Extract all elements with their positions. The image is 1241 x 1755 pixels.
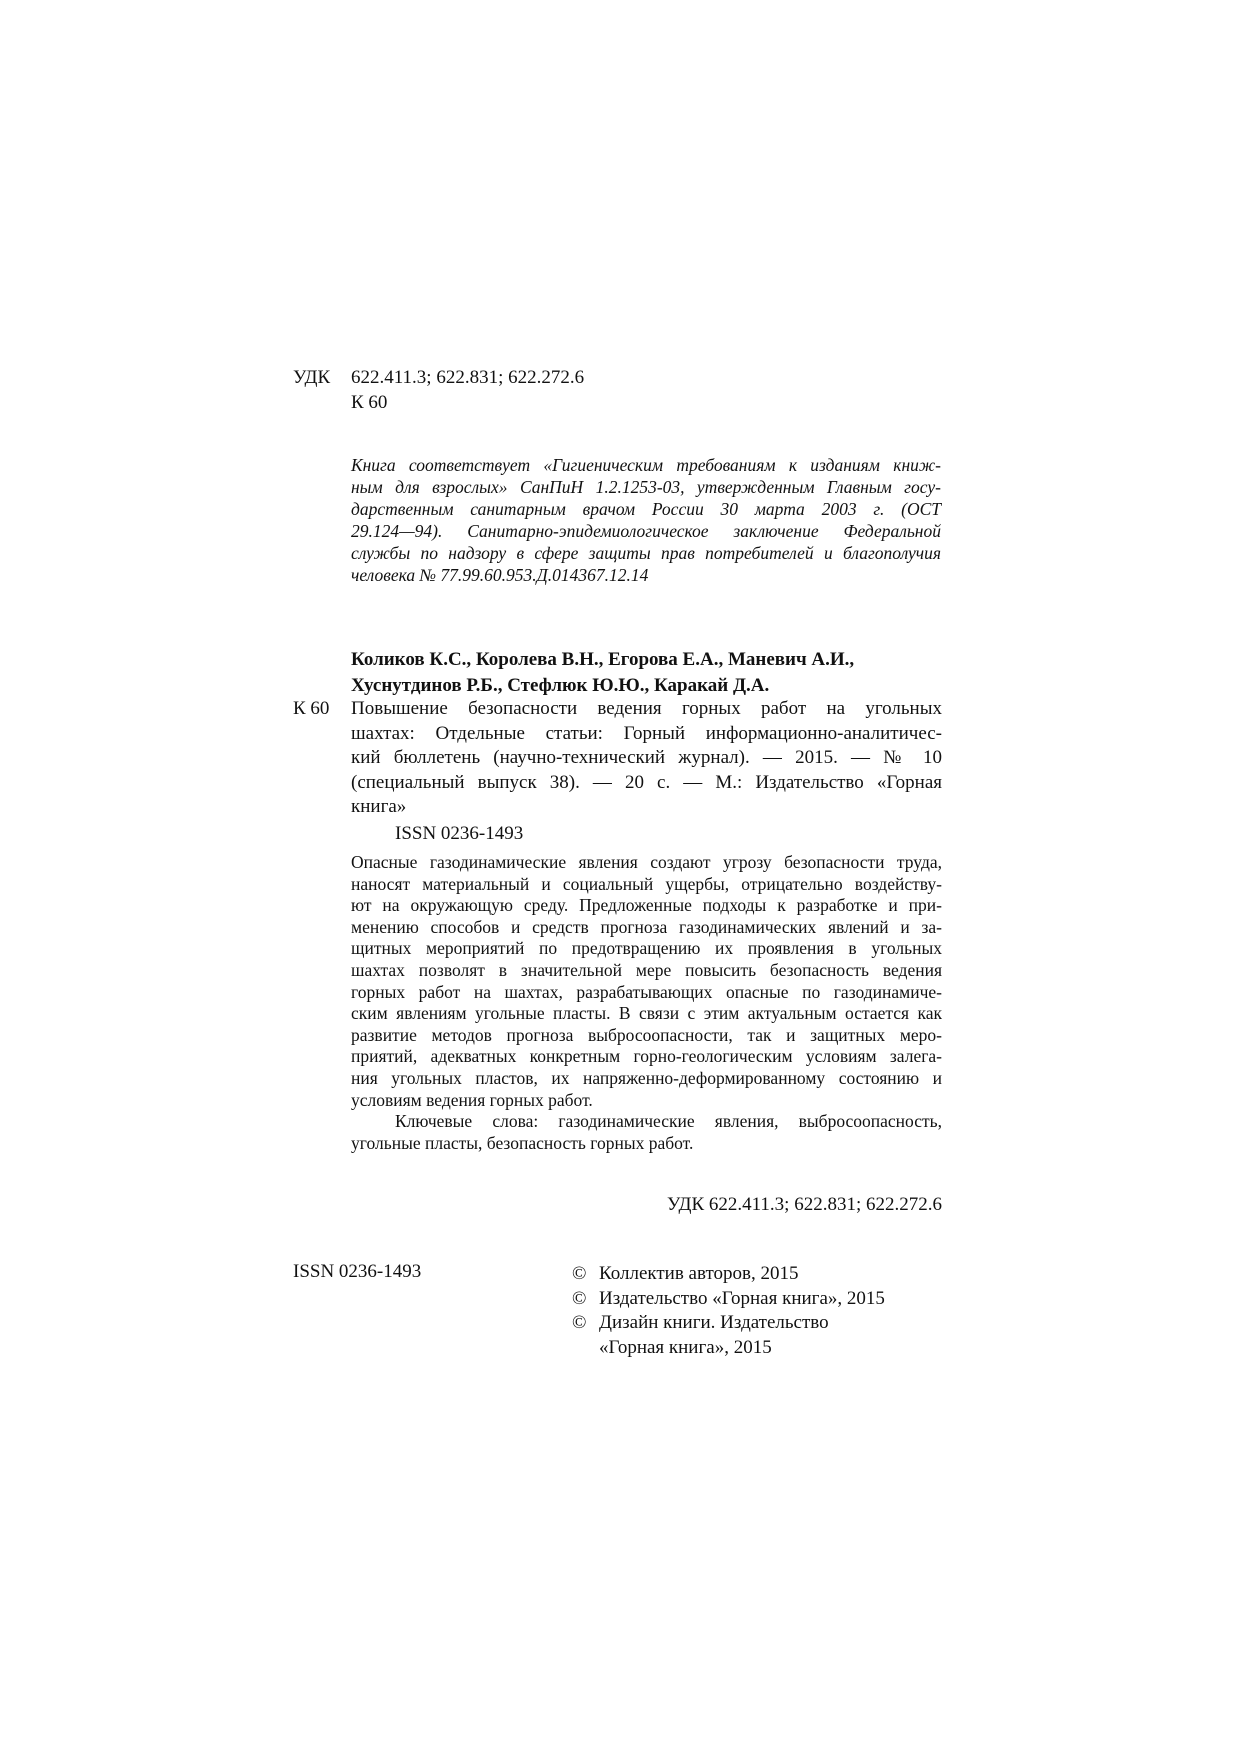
copyright-text: Издательство «Горная книга», 2015 xyxy=(599,1287,885,1309)
udk-codes: 622.411.3; 622.831; 622.272.6 xyxy=(351,367,585,388)
copyright-continuation: «Горная книга», 2015 xyxy=(599,1337,772,1359)
copyright-item xyxy=(572,1262,885,1287)
authors-line: Коликов К.С., Королева В.Н., Егорова Е.А., Маневич А.И., xyxy=(351,649,855,670)
compliance-line: человека № 77.99.60.953.Д.014367.12.14 xyxy=(351,565,649,585)
biblio-line: книга» xyxy=(351,796,407,817)
abstract xyxy=(351,852,942,1154)
abstract-line: ния угольных пластов, их напряженно-деформированному состоянию и xyxy=(351,1067,942,1088)
copyright-block xyxy=(572,1262,885,1361)
abstract-line: приятий, адекватных конкретным горно-геологическим условиям залега- xyxy=(351,1046,942,1067)
abstract-line: условиям ведения горных работ. xyxy=(351,1089,593,1110)
abstract-line: менению способов и средств прогноза газодинамических явлений и за- xyxy=(351,916,942,937)
udk-header xyxy=(293,366,584,390)
compliance-line: 29.124—94). Санитарно-эпидемиологическое заключение Федеральной xyxy=(351,521,941,541)
abstract-line: шахтах позволят в значительной мере повысить безопасность ведения xyxy=(351,959,942,980)
copyright-icon: © xyxy=(572,1312,587,1334)
copyright-item xyxy=(572,1287,885,1312)
biblio-line: Повышение безопасности ведения горных работ на угольных xyxy=(351,698,942,719)
copyright-icon: © xyxy=(572,1287,587,1309)
bibliographic-description xyxy=(351,697,942,820)
abstract-line: наносят материальный и социальный ущербы, отрицательно воздейству- xyxy=(351,873,942,894)
abstract-line: ским явлениям угольные пласты. В связи с этим актуальным остается как xyxy=(351,1003,942,1024)
abstract-line: Опасные газодинамические явления создают угрозу безопасности труда, xyxy=(351,852,942,872)
keywords-line: Ключевые слова: газодинамические явления, выбросоопасность, xyxy=(395,1111,942,1132)
abstract-line: горных работ на шахтах, разрабатывающих опасные по газодинамиче- xyxy=(351,981,942,1002)
copyright-icon: © xyxy=(572,1263,587,1284)
author-mark-margin: К 60 xyxy=(293,698,330,719)
abstract-line: щитных мероприятий по предотвращению их проявления в угольных xyxy=(351,938,942,959)
compliance-line: службы по надзору в сфере защиты прав потребителей и благополучия xyxy=(351,543,941,563)
author-mark-header: К 60 xyxy=(351,392,388,413)
udk-footer: УДК 622.411.3; 622.831; 622.272.6 xyxy=(666,1194,942,1215)
biblio-line: (специальный выпуск 38). — 20 с. — М.: Издательство «Горная xyxy=(351,771,942,793)
compliance-note xyxy=(351,454,941,586)
issn-footer: ISSN 0236-1493 xyxy=(293,1261,422,1282)
copyright-text: Дизайн книги. Издательство xyxy=(599,1312,829,1334)
biblio-line: кий бюллетень (научно-технический журнал). — 2015. — № 10 xyxy=(351,747,942,768)
authors-line: Хуснутдинов Р.Б., Стефлюк Ю.Ю., Каракай Д.А. xyxy=(351,675,770,696)
compliance-line: дарственным санитарным врачом России 30 марта 2003 г. (ОСТ xyxy=(351,499,941,519)
copyright-item xyxy=(572,1311,885,1336)
issn-main: ISSN 0236-1493 xyxy=(395,823,524,844)
compliance-line: ным для взрослых» СанПиН 1.2.1253-03, утвержденным Главным госу- xyxy=(351,477,941,497)
abstract-line: ют на окружающую среду. Предложенные подходы к разработке и при- xyxy=(351,895,942,916)
keywords-line: угольные пласты, безопасность горных работ. xyxy=(351,1132,694,1153)
authors xyxy=(351,647,854,699)
copyright-text: Коллектив авторов, 2015 xyxy=(599,1263,799,1284)
biblio-line: шахтах: Отдельные статьи: Горный информационно-аналитичес- xyxy=(351,722,942,744)
abstract-line: развитие методов прогноза выбросоопасности, так и защитных меро- xyxy=(351,1024,942,1045)
compliance-line: Книга соответствует «Гигиеническим требованиям к изданиям книж- xyxy=(351,455,941,475)
udk-label: УДК xyxy=(293,367,331,388)
